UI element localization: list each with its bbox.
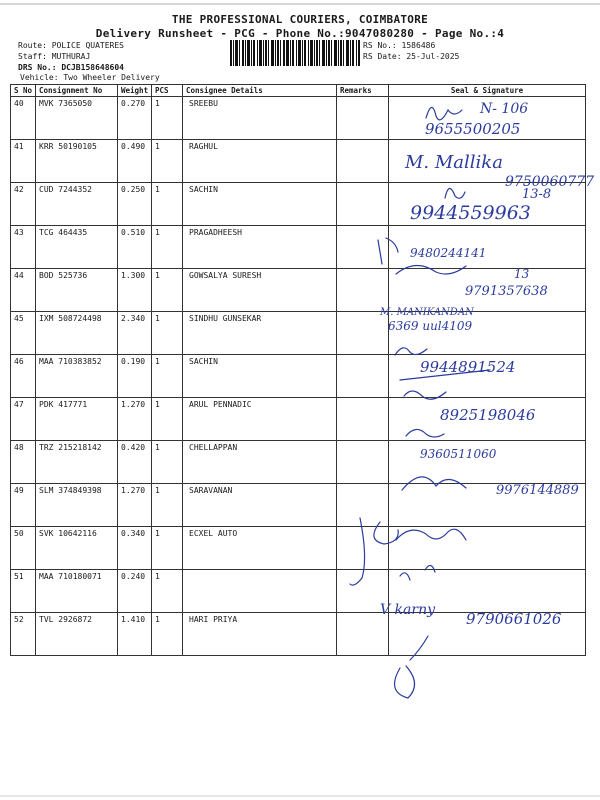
row-sno: 46 xyxy=(11,355,36,398)
rs-no-value: 1586486 xyxy=(401,41,436,50)
row-signature xyxy=(389,183,586,226)
row-weight: 0.190 xyxy=(118,355,152,398)
row-consignment-no: TCG 464435 xyxy=(36,226,118,269)
barcode-image xyxy=(230,40,360,66)
row-pcs: 1 xyxy=(152,269,183,312)
row-pcs: 1 xyxy=(152,97,183,140)
drs-value: DCJB158648604 xyxy=(61,63,124,72)
table-row xyxy=(11,613,586,656)
row-weight: 1.410 xyxy=(118,613,152,656)
row-consignment-no: CUD 7244352 xyxy=(36,183,118,226)
row-pcs: 1 xyxy=(152,484,183,527)
hw-r41-b: 9750060777 xyxy=(505,174,595,190)
row-consignee: HARI PRIYA xyxy=(183,613,337,656)
row-sno: 49 xyxy=(11,484,36,527)
table-row xyxy=(11,97,586,140)
hw-r41-a: M. Mallika xyxy=(405,152,503,173)
hw-r42-a: 13-8 xyxy=(522,187,552,202)
drs-line xyxy=(18,63,124,72)
row-remarks xyxy=(337,183,389,226)
row-pcs: 1 xyxy=(152,312,183,355)
row-weight: 1.270 xyxy=(118,398,152,441)
hw-r52-a: V karny xyxy=(380,602,436,618)
row-remarks xyxy=(337,140,389,183)
hw-r44-c: 9791357638 xyxy=(465,284,548,299)
runsheet-title: Delivery Runsheet - PCG - Phone No.:9047080280 - Page No.:4 xyxy=(95,27,505,40)
col-header-signature: Seal & Signature xyxy=(389,85,586,97)
route-line xyxy=(18,41,124,50)
hw-r40-a: N- 106 xyxy=(480,101,529,117)
hw-r40-b: 9655500205 xyxy=(425,120,521,138)
table-row xyxy=(11,226,586,269)
row-consignee: SARAVANAN xyxy=(183,484,337,527)
table-row xyxy=(11,312,586,355)
row-consignee: SINDHU GUNSEKAR xyxy=(183,312,337,355)
row-sno: 43 xyxy=(11,226,36,269)
rs-date-line xyxy=(363,52,459,61)
staff-value: MUTHURAJ xyxy=(51,52,91,61)
staff-label: Staff: xyxy=(18,52,47,61)
row-consignee xyxy=(183,570,337,613)
row-consignment-no: TVL 2926872 xyxy=(36,613,118,656)
rs-date-value: 25-Jul-2025 xyxy=(406,52,460,61)
hw-r49-b: 9976144889 xyxy=(496,483,579,498)
row-weight: 0.420 xyxy=(118,441,152,484)
row-sno: 45 xyxy=(11,312,36,355)
row-remarks xyxy=(337,355,389,398)
runsheet-table xyxy=(10,84,586,656)
vehicle-line xyxy=(20,73,160,82)
row-weight: 0.240 xyxy=(118,570,152,613)
hw-r45-a: M. MANIKANDAN xyxy=(380,307,474,318)
row-pcs: 1 xyxy=(152,527,183,570)
row-weight: 0.250 xyxy=(118,183,152,226)
row-remarks xyxy=(337,441,389,484)
col-header-weight: Weight xyxy=(118,85,152,97)
row-weight: 0.490 xyxy=(118,140,152,183)
row-signature xyxy=(389,570,586,613)
table-row xyxy=(11,398,586,441)
row-sno: 42 xyxy=(11,183,36,226)
row-remarks xyxy=(337,570,389,613)
vehicle-label: Vehicle: xyxy=(20,73,59,82)
row-consignment-no: MAA 710383852 xyxy=(36,355,118,398)
row-pcs: 1 xyxy=(152,355,183,398)
table-row xyxy=(11,527,586,570)
row-weight: 2.340 xyxy=(118,312,152,355)
row-pcs: 1 xyxy=(152,613,183,656)
row-pcs: 1 xyxy=(152,398,183,441)
hw-r52-b: 9790661026 xyxy=(466,610,562,628)
table-row xyxy=(11,484,586,527)
col-header-remarks: Remarks xyxy=(337,85,389,97)
row-remarks xyxy=(337,527,389,570)
row-sno: 50 xyxy=(11,527,36,570)
drs-label: DRS No.: xyxy=(18,63,57,72)
row-remarks xyxy=(337,226,389,269)
row-pcs: 1 xyxy=(152,441,183,484)
row-pcs: 1 xyxy=(152,183,183,226)
rs-date-label: RS Date: xyxy=(363,52,402,61)
row-consignee: ARUL PENNADIC xyxy=(183,398,337,441)
row-sno: 40 xyxy=(11,97,36,140)
row-weight: 1.300 xyxy=(118,269,152,312)
row-remarks xyxy=(337,398,389,441)
staff-line xyxy=(18,52,90,61)
hw-r45-b: 6369 uul4109 xyxy=(388,319,473,333)
row-weight: 0.270 xyxy=(118,97,152,140)
row-remarks xyxy=(337,613,389,656)
row-consignee: RAGHUL xyxy=(183,140,337,183)
col-header-consignee: Consignee Details xyxy=(183,85,337,97)
col-header-pcs: PCS xyxy=(152,85,183,97)
hw-r47-b: 8925198046 xyxy=(440,406,536,424)
row-weight: 0.510 xyxy=(118,226,152,269)
row-signature xyxy=(389,355,586,398)
row-signature xyxy=(389,398,586,441)
col-header-sno: S No xyxy=(11,85,36,97)
row-sno: 41 xyxy=(11,140,36,183)
row-sno: 52 xyxy=(11,613,36,656)
scan-artifact-bottom xyxy=(0,795,600,797)
row-sno: 44 xyxy=(11,269,36,312)
row-consignment-no: TRZ 215218142 xyxy=(36,441,118,484)
row-consignment-no: IXM 508724498 xyxy=(36,312,118,355)
row-consignment-no: MVK 7365050 xyxy=(36,97,118,140)
row-pcs: 1 xyxy=(152,226,183,269)
row-remarks xyxy=(337,484,389,527)
table-row xyxy=(11,570,586,613)
rs-no-line xyxy=(363,41,435,50)
table-header-row xyxy=(11,85,586,97)
row-consignment-no: MAA 710180071 xyxy=(36,570,118,613)
scan-artifact-top xyxy=(0,3,600,5)
hw-r48-b: 9360511060 xyxy=(420,447,497,461)
row-signature xyxy=(389,613,586,656)
row-consignee: PRAGADHEESH xyxy=(183,226,337,269)
row-sno: 48 xyxy=(11,441,36,484)
row-signature xyxy=(389,312,586,355)
route-label: Route: xyxy=(18,41,47,50)
row-signature xyxy=(389,527,586,570)
route-value: POLICE QUATERES xyxy=(51,41,124,50)
vehicle-value: Two Wheeler Delivery xyxy=(63,73,160,82)
row-sno: 47 xyxy=(11,398,36,441)
row-weight: 1.270 xyxy=(118,484,152,527)
row-pcs: 1 xyxy=(152,570,183,613)
table-row xyxy=(11,269,586,312)
rs-no-label: RS No.: xyxy=(363,41,397,50)
row-consignment-no: KRR 50190105 xyxy=(36,140,118,183)
row-remarks xyxy=(337,97,389,140)
company-title: THE PROFESSIONAL COURIERS, COIMBATORE xyxy=(171,13,429,26)
hw-r44-b: 13 xyxy=(514,267,530,281)
row-signature xyxy=(389,97,586,140)
hw-r44-a: 9480244141 xyxy=(410,246,487,260)
table-row xyxy=(11,183,586,226)
row-sno: 51 xyxy=(11,570,36,613)
row-signature xyxy=(389,484,586,527)
row-consignee: ECXEL AUTO xyxy=(183,527,337,570)
row-pcs: 1 xyxy=(152,140,183,183)
row-consignee: CHELLAPPAN xyxy=(183,441,337,484)
row-consignment-no: PDK 417771 xyxy=(36,398,118,441)
table-row xyxy=(11,441,586,484)
row-signature xyxy=(389,269,586,312)
row-signature xyxy=(389,140,586,183)
row-weight: 0.340 xyxy=(118,527,152,570)
row-remarks xyxy=(337,312,389,355)
row-remarks xyxy=(337,269,389,312)
row-consignee: SACHIN xyxy=(183,355,337,398)
hw-r46-b: 9944891524 xyxy=(420,358,516,376)
table-row xyxy=(11,355,586,398)
row-signature xyxy=(389,226,586,269)
row-consignee: GOWSALYA SURESH xyxy=(183,269,337,312)
table-row xyxy=(11,140,586,183)
col-header-consignment: Consignment No xyxy=(36,85,118,97)
row-consignee: SREEBU xyxy=(183,97,337,140)
row-consignment-no: SLM 374849398 xyxy=(36,484,118,527)
row-consignment-no: SVK 10642116 xyxy=(36,527,118,570)
hw-r42-b: 9944559963 xyxy=(410,202,531,224)
row-consignment-no: BOD 525736 xyxy=(36,269,118,312)
row-signature xyxy=(389,441,586,484)
row-consignee: SACHIN xyxy=(183,183,337,226)
